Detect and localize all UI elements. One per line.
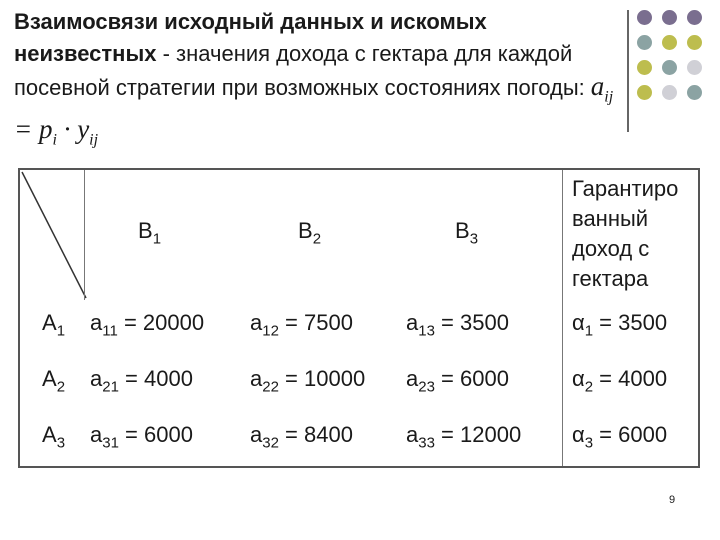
guaranteed-income-cell: $\alpha_2 = 4000$ bbox=[572, 366, 668, 396]
payoff-cell: $a_{32} = 8400$ bbox=[250, 422, 353, 452]
formula-p-sub: i bbox=[52, 131, 57, 149]
formula-p: p bbox=[38, 114, 53, 145]
title-bold: Взаимосвязи исходный данных и искомых неизвестных bbox=[14, 9, 487, 66]
payoff-cell: $a_{11} = 20000$ bbox=[90, 310, 205, 340]
formula-y: y bbox=[77, 114, 90, 145]
page-number: 9 bbox=[669, 494, 676, 506]
payoff-cell: $a_{23} = 6000$ bbox=[406, 366, 509, 396]
decor-dot bbox=[637, 60, 652, 75]
decor-dot bbox=[637, 85, 652, 100]
decor-dot bbox=[662, 10, 677, 25]
decor-dot bbox=[637, 35, 652, 50]
decor-dot-grid bbox=[637, 10, 717, 120]
guaranteed-income-cell: $\alpha_3 = 6000$ bbox=[572, 422, 668, 452]
row-header-a1: $A_1$ bbox=[42, 310, 66, 340]
payoff-table bbox=[18, 168, 700, 468]
payoff-cell: $a_{12} = 7500$ bbox=[250, 310, 353, 340]
column-header-b2: $B_2$ bbox=[298, 218, 322, 248]
decor-dot bbox=[687, 85, 702, 100]
slide-title bbox=[14, 6, 624, 157]
decor-dot bbox=[662, 35, 677, 50]
formula-a: a bbox=[590, 71, 605, 101]
formula-dot: · bbox=[56, 114, 78, 145]
column-header-b3: $B_3$ bbox=[455, 218, 479, 248]
formula-a-sub: ij bbox=[604, 88, 614, 106]
payoff-cell: $a_{31} = 6000$ bbox=[90, 422, 193, 452]
formula-eq: = bbox=[14, 114, 39, 145]
guaranteed-income-header: Гарантиро ванный доход с гектара bbox=[572, 176, 679, 291]
decor-dot bbox=[687, 60, 702, 75]
col-divider-2 bbox=[562, 170, 563, 466]
decor-dot bbox=[687, 10, 702, 25]
decor-dot bbox=[637, 10, 652, 25]
row-header-a2: $A_2$ bbox=[42, 366, 66, 396]
decor-dot bbox=[662, 85, 677, 100]
row-header-a3: $A_3$ bbox=[42, 422, 66, 452]
payoff-cell: $a_{13} = 3500$ bbox=[406, 310, 509, 340]
col-divider-1 bbox=[84, 170, 85, 300]
payoff-cell: $a_{21} = 4000$ bbox=[90, 366, 193, 396]
payoff-cell: $a_{22} = 10000$ bbox=[250, 366, 366, 396]
formula-y-sub: ij bbox=[89, 131, 99, 149]
column-header-b1: $B_1$ bbox=[138, 218, 162, 248]
guaranteed-income-cell: $\alpha_1 = 3500$ bbox=[572, 310, 668, 340]
title-rest: - значения дохода с гектара для каждой посевной стратегии при возможных состояниях погоды: bbox=[14, 41, 585, 100]
decor-dot bbox=[687, 35, 702, 50]
decor-dot bbox=[662, 60, 677, 75]
decor-vertical-line bbox=[627, 10, 629, 132]
payoff-cell: $a_{33} = 12000$ bbox=[406, 422, 522, 452]
